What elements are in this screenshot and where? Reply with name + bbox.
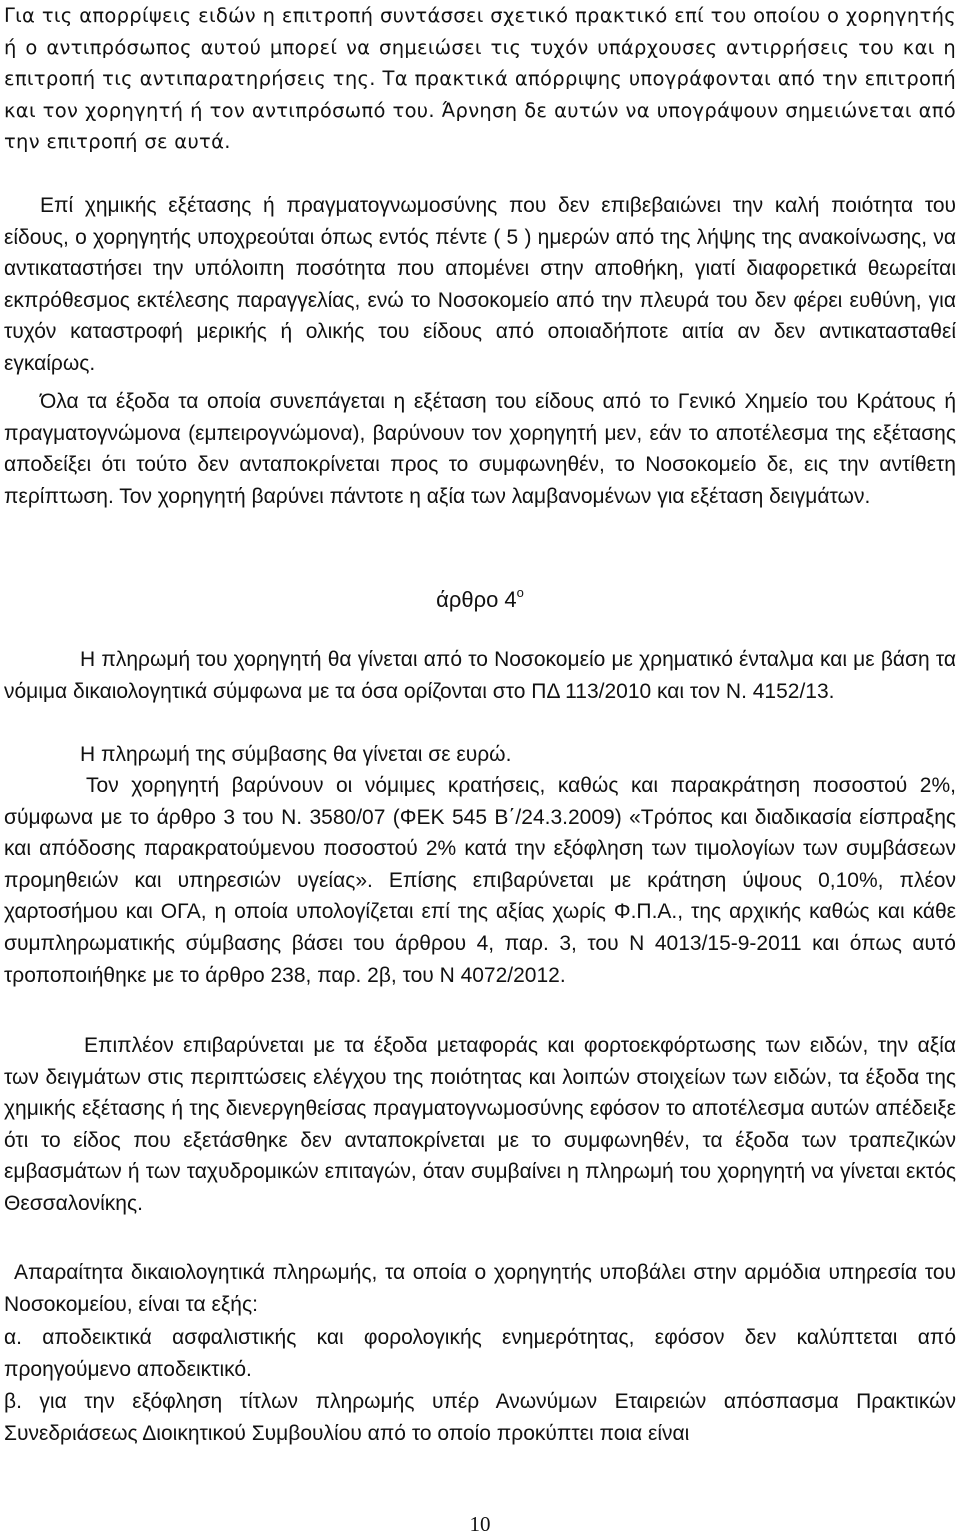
paragraph-additional-costs bbox=[4, 1030, 956, 1220]
paragraph-expenses bbox=[4, 386, 956, 512]
paragraph-additional-costs-text: Επιπλέον επιβαρύνεται με τα έξοδα μεταφοράς και φορτοεκφόρτωσης των ειδών, την αξία των δειγμάτων στις περιπτώσεις ελέγχου της ποιότητας και λοιπών στοιχείων των ειδών, τα έξοδα της χημικής εξέτασης ή της διενεργηθείσας πραγματογνωμοσύνης εφόσον το αποτέλεσμα αυτών απέδειξε ότι το είδος που εξετάσθηκε δεν ανταποκρίνεται με το συμφωνηθέν, τα έξοδα των τραπεζικών εμβασμάτων ή των ταχυδρομικών επιταγών, όταν συμβαίνει η πληρωμή του χορηγητή να γίνεται εκτός Θεσσαλονίκης. bbox=[4, 1034, 956, 1215]
page-number: 10 bbox=[469, 1512, 491, 1536]
list-item-b: β. για την εξόφληση τίτλων πληρωμής υπέρ Ανωνύμων Εταιρειών απόσπασμα Πρακτικών Συνεδριάσεως Διοικητικού Συμβουλίου από το οποίο προκύπτει ποια είναι bbox=[4, 1390, 956, 1445]
paragraph-currency-text: Η πληρωμή της σύμβασης θα γίνεται σε ευρώ. bbox=[80, 743, 512, 766]
paragraph-chemical-test bbox=[4, 190, 956, 380]
paragraph-required-docs-text: Απαραίτητα δικαιολογητικά πληρωμής, τα οποία ο χορηγητής υποβάλει στην αρμόδια υπηρεσία του Νοσοκομείου, είναι τα εξής: bbox=[4, 1261, 956, 1316]
paragraph-withholdings-text: Τον χορηγητή βαρύνουν οι νόμιμες κρατήσεις, καθώς και παρακράτηση ποσοστού 2%, σύμφωνα με το άρθρο 3 του Ν. 3580/07 (ΦΕΚ 545 Β΄/24.3.2009) «Τρόπος και διαδικασία είσπραξης και απόδοσης παρακρατούμενου ποσοστού 2% κατά την εξόφληση των τιμολογίων των συμβάσεων προμηθειών και υπηρεσιών υγείας». Επίσης επιβαρύνεται με κράτηση ύψους 0,10%, πλέον χαρτοσήμου και ΟΓΑ, η οποία υπολογίζεται επί της αξίας χωρίς Φ.Π.Α., της αρχικής καθώς και κάθε συμπληρωματικής σύμβασης βάσει του άρθρου 4, παρ. 3, του Ν 4013/15-9-2011 και όπως αυτό τροποποιήθηκε με το άρθρο 238, παρ. 2β, του Ν 4072/2012. bbox=[4, 774, 956, 987]
paragraph-withholdings bbox=[4, 770, 956, 991]
paragraph-chemical-test-text: Επί χημικής εξέτασης ή πραγματογνωμοσύνης που δεν επιβεβαιώνει την καλή ποιότητα του είδους, ο χορηγητής υποχρεούται όπως εντός πέντε ( 5 ) ημερών από της λήψης της ανακοίνωσης, να αντικαταστήσει την υπόλοιπη ποσότητα που απομένει στην αποθήκη, γιατί διαφορετικά θεωρείται εκπρόθεσμος εκτέλεσης παραγγελίας, ενώ το Νοσοκομείο από την πλευρά του δεν φέρει ευθύνη, για τυχόν καταστροφή μερικής ή ολικής του είδους από οποιαδήποτε αιτία αν δεν αντικατασταθεί εγκαίρως. bbox=[4, 194, 956, 375]
article-title-superscript: ο bbox=[516, 585, 524, 600]
paragraph-payment-method bbox=[4, 644, 956, 707]
list-item-a: α. αποδεικτικά ασφαλιστικής και φορολογικής ενημερότητας, εφόσον δεν καλύπτεται από προηγούμενο αποδεικτικό. bbox=[4, 1326, 956, 1381]
article-title bbox=[0, 578, 960, 615]
paragraph-currency bbox=[4, 739, 956, 771]
paragraph-payment-method-text: Η πληρωμή του χορηγητή θα γίνεται από το Νοσοκομείο με χρηματικό ένταλμα και με βάση τα νόμιμα δικαιολογητικά σύμφωνα με τα όσα ορίζονται στο ΠΔ 113/2010 και τον Ν. 4152/13. bbox=[4, 648, 956, 703]
paragraph-expenses-text: Όλα τα έξοδα τα οποία συνεπάγεται η εξέταση του είδους από το Γενικό Χημείο του Κράτους ή πραγματογνώμονα (εμπειρογνώμονα), βαρύνουν τον χορηγητή μεν, εάν το αποτέλεσμα της εξέτασης αποδείξει ότι τούτο δεν ανταποκρίνεται προς το συμφωνηθέν, το Νοσοκομείο δε, εις την αντίθετη περίπτωση. Τον χορηγητή βαρύνει πάντοτε η αξία των λαμβανομένων για εξέταση δειγμάτων. bbox=[4, 390, 956, 508]
paragraph-rejection-intro: Για τις απορρίψεις ειδών η επιτροπή συντάσσει σχετικό πρακτικό επί του οποίου ο χορηγητής ή ο αντιπρόσωπος αυτού μπορεί να σημειώσει τις τυχόν υπάρχουσες αντιρρήσεις του και η επιτροπή τις αντιπαρατηρήσεις της. Τα πρακτικά απόρριψης υπογράφονται από την επιτροπή και τον χορηγητή ή τον αντιπρόσωπό του. Άρνηση δε αυτών να υπογράψουν σημειώνεται από την επιτροπή σε αυτά. bbox=[4, 4, 956, 154]
paragraph-required-docs bbox=[4, 1257, 956, 1320]
article-title-text: άρθρο 4 bbox=[436, 587, 517, 612]
